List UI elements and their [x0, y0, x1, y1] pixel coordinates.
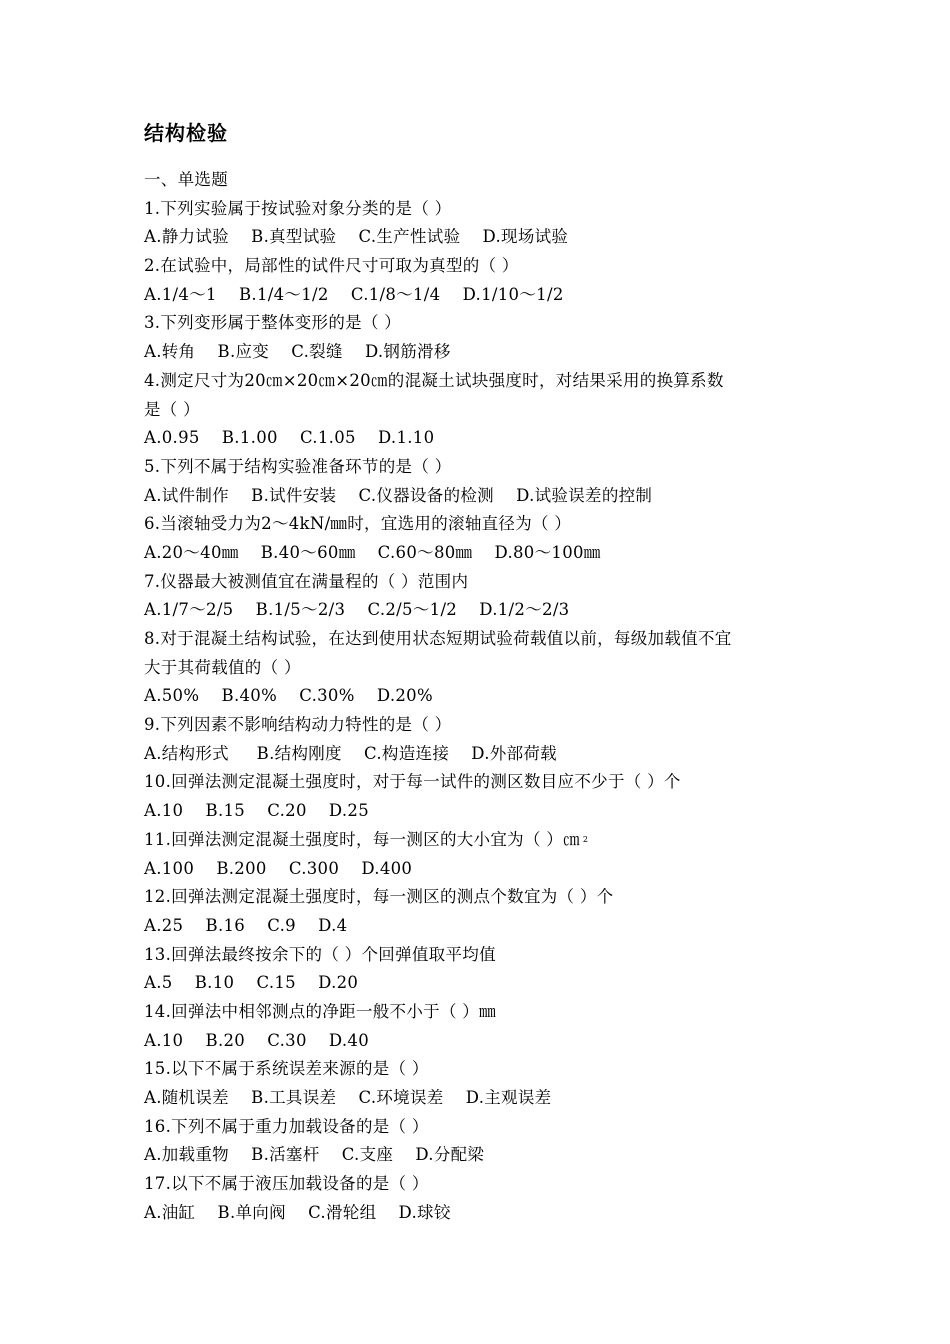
- question-list: [144, 195, 824, 1228]
- question-stem: 10.回弹法测定混凝土强度时，对于每一试件的测区数目应不少于（ ）个: [144, 772, 681, 792]
- question-text: [144, 510, 824, 539]
- question-text: [144, 998, 824, 1027]
- question-text: [144, 367, 824, 396]
- answer-options: A.10 B.20 C.30 D.40: [144, 1030, 370, 1050]
- answer-options: A.20～40㎜ B.40～60㎜ C.60～80㎜ D.80～100㎜: [144, 542, 601, 562]
- question-text: [144, 768, 824, 797]
- answer-options: A.0.95 B.1.00 C.1.05 D.1.10: [144, 428, 435, 448]
- answer-options: A.试件制作 B.试件安装 C.仪器设备的检测 D.试验误差的控制: [144, 485, 653, 505]
- question-stem: 1.下列实验属于按试验对象分类的是（ ）: [144, 198, 452, 218]
- answer-options: A.1/4～1 B.1/4～1/2 C.1/8～1/4 D.1/10～1/2: [144, 284, 564, 304]
- question-text: [144, 568, 824, 597]
- answer-options: A.100 B.200 C.300 D.400: [144, 858, 413, 878]
- question-stem: 3.下列变形属于整体变形的是（ ）: [144, 313, 402, 333]
- question-text: [144, 453, 824, 482]
- document-page: [144, 118, 824, 1227]
- question-text: [144, 309, 824, 338]
- answer-options: A.加载重物 B.活塞杆 C.支座 D.分配梁: [144, 1145, 485, 1165]
- question-stem: 5.下列不属于结构实验准备环节的是（ ）: [144, 456, 452, 476]
- question-text-continued: 大于其荷载值的（ ）: [144, 657, 301, 677]
- question-stem: 15.以下不属于系统误差来源的是（ ）: [144, 1059, 429, 1079]
- answer-options: A.25 B.16 C.9 D.4: [144, 915, 348, 935]
- answer-options: A.油缸 B.单向阀 C.滑轮组 D.球铰: [144, 1202, 451, 1222]
- question-text: [144, 195, 824, 224]
- answer-options: A.静力试验 B.真型试验 C.生产性试验 D.现场试验: [144, 227, 569, 247]
- question-text: [144, 1055, 824, 1084]
- answer-options: A.5 B.10 C.15 D.20: [144, 973, 359, 993]
- question-stem: 7.仪器最大被测值宜在满量程的（ ）范围内: [144, 571, 469, 591]
- question-stem: 11.回弹法测定混凝土强度时，每一测区的大小宜为（ ）㎝: [144, 829, 580, 849]
- section-heading: 一、单选题: [144, 170, 228, 189]
- answer-options: A.10 B.15 C.20 D.25: [144, 801, 370, 821]
- answer-options: A.随机误差 B.工具误差 C.环境误差 D.主观误差: [144, 1088, 552, 1107]
- question-text: [144, 941, 824, 970]
- question-stem: 6.当滚轴受力为2～4kN/㎜时，宜选用的滚轴直径为（ ）: [144, 514, 572, 534]
- question-text: [144, 711, 824, 740]
- question-stem: 13.回弹法最终按余下的（ ）个回弹值取平均值: [144, 944, 496, 964]
- question-text-continued: 是（ ）: [144, 399, 200, 419]
- question-stem: 9.下列因素不影响结构动力特性的是（ ）: [144, 715, 452, 735]
- question-stem: 17.以下不属于液压加载设备的是（ ）: [144, 1174, 429, 1194]
- answer-options: A.1/7～2/5 B.1/5～2/3 C.2/5～1/2 D.1/2～2/3: [144, 600, 570, 620]
- superscript: 2: [582, 834, 589, 844]
- question-text: [144, 252, 824, 281]
- question-stem: 8.对于混凝土结构试验，在达到使用状态短期试验荷载值以前，每级加载值不宜: [144, 629, 732, 648]
- question-stem: 12.回弹法测定混凝土强度时，每一测区的测点个数宜为（ ）个: [144, 887, 614, 907]
- question-stem: 16.下列不属于重力加载设备的是（ ）: [144, 1116, 429, 1136]
- question-text: [144, 1113, 824, 1142]
- question-text: [144, 883, 824, 912]
- question-stem: 14.回弹法中相邻测点的净距一般不小于（ ）㎜: [144, 1001, 496, 1021]
- question-text: [144, 826, 824, 855]
- document-title: 结构检验: [144, 121, 228, 145]
- question-text: [144, 625, 824, 654]
- answer-options: A.50% B.40% C.30% D.20%: [144, 686, 433, 706]
- answer-options: A.结构形式 B.结构刚度 C.构造连接 D.外部荷载: [144, 743, 557, 763]
- question-text: [144, 1170, 824, 1199]
- answer-options: A.转角 B.应变 C.裂缝 D.钢筋滑移: [144, 342, 451, 362]
- question-stem: 4.测定尺寸为20㎝×20㎝×20㎝的混凝土试块强度时，对结果采用的换算系数: [144, 370, 724, 390]
- question-stem: 2.在试验中，局部性的试件尺寸可取为真型的（ ）: [144, 256, 519, 276]
